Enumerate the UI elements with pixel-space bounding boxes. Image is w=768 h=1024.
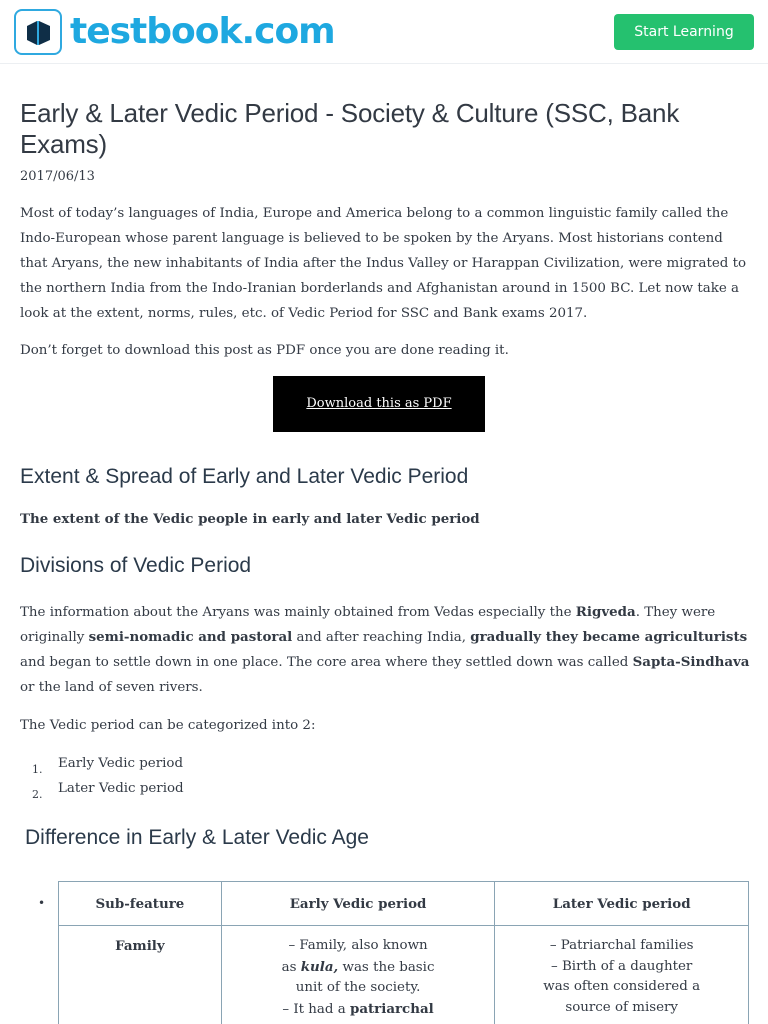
semi-nomadic-term: semi-nomadic and pastoral <box>88 629 293 645</box>
periods-list <box>20 751 750 801</box>
logo-text: testbook.com <box>70 11 335 52</box>
categorize-text: The Vedic period can be categorized into 2: <box>20 718 316 733</box>
agriculturists-term: gradually they became agriculturists <box>470 629 748 645</box>
later-cell: – Patriarchal families – Birth of a daughter was often considered a source of misery <box>495 926 749 1024</box>
column-header-later: Later Vedic period <box>495 882 749 926</box>
section-heading-extent: Extent & Spread of Early and Later Vedic Period <box>20 465 469 488</box>
article <box>20 98 750 851</box>
feature-cell: Family <box>59 926 222 1024</box>
testbook-logo[interactable] <box>14 9 335 55</box>
vedic-comparison-table <box>58 881 749 1024</box>
extent-caption: The extent of the Vedic people in early and later Vedic period <box>20 511 480 527</box>
publish-date: 2017/06/13 <box>20 169 95 184</box>
download-pdf-button[interactable]: Download this as PDF <box>273 376 485 432</box>
table-header-row <box>59 882 749 926</box>
site-header <box>0 0 768 64</box>
section-heading-divisions: Divisions of Vedic Period <box>20 554 252 577</box>
start-learning-button[interactable]: Start Learning <box>614 14 754 50</box>
column-header-subfeature: Sub-feature <box>59 882 222 926</box>
list-item: 2. Later Vedic period <box>32 781 184 801</box>
section-heading-difference: Difference in Early & Later Vedic Age <box>25 826 369 849</box>
page-title: Early & Later Vedic Period - Society & Culture (SSC, Bank Exams) <box>20 98 680 159</box>
list-item: 1. Early Vedic period <box>32 756 184 776</box>
early-cell: – Family, also known as kula, was the basic unit of the society. – It had a patriarchal <box>221 926 495 1024</box>
table-row <box>59 926 749 1024</box>
intro-paragraph: Most of today’s languages of India, Europe and America belong to a common linguistic family called the Indo-European whose parent language is believed to be spoken by the Aryans. Most historians contend that Aryans, the new inhabitants of India after the Indus Valley or Harappan Civilization, were migrated to the northern India from the Indo-Iranian borderlands and Afghanistan around in 1500 BC. Let now take a look at the extent, norms, rules, etc. of Vedic Period for SSC and Bank exams 2017. <box>20 206 747 321</box>
book-icon <box>14 9 62 55</box>
divisions-paragraph: The information about the Aryans was mainly obtained from Vedas especially the Rigveda. They were originally semi-nomadic and pastoral and after reaching India, gradually they became agriculturists and began to settle down in one place. The core area where they settled down was called Sapta-Sindhava or the land of seven rivers. <box>20 604 750 695</box>
download-note: Don’t forget to download this post as PDF once you are done reading it. <box>20 343 509 358</box>
download-area <box>20 376 750 432</box>
sapta-sindhava-term: Sapta-Sindhava <box>632 654 750 670</box>
bullet-marker: • <box>38 896 46 910</box>
rigveda-term: Rigveda <box>575 604 636 620</box>
column-header-early: Early Vedic period <box>221 882 495 926</box>
